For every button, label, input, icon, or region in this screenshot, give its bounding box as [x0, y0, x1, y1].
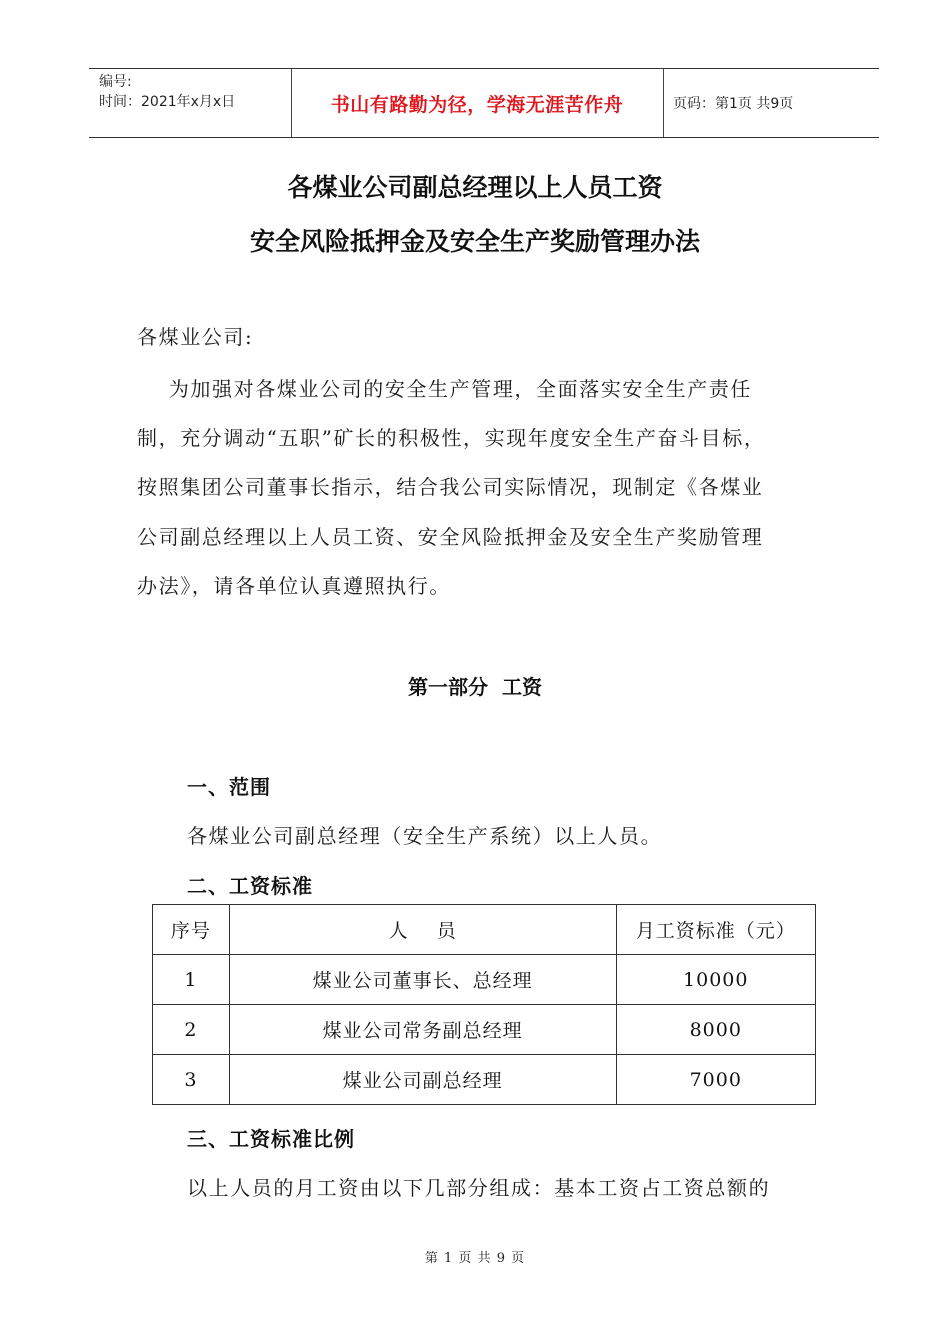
number-label: 编号:	[99, 74, 132, 90]
header-page-info: 页码：第1页 共9页	[673, 96, 794, 112]
table-row	[153, 955, 816, 1005]
table-row	[153, 1005, 816, 1055]
intro-line: 为加强对各煤业公司的安全生产管理，全面落实安全生产责任	[137, 377, 753, 401]
ratio-text: 以上人员的月工资由以下几部分组成：基本工资占工资总额的	[187, 1176, 771, 1200]
table-cell: 煤业公司副总经理	[229, 1055, 616, 1105]
part-heading: 第一部分 工资	[408, 675, 542, 699]
table-cell: 煤业公司常务副总经理	[229, 1005, 616, 1055]
scope-text: 各煤业公司副总经理（安全生产系统）以上人员。	[187, 824, 663, 848]
intro-line: 按照集团公司董事长指示，结合我公司实际情况，现制定《各煤业	[137, 475, 764, 499]
table-cell: 1	[153, 955, 230, 1005]
ratio-heading: 三、工资标准比例	[187, 1127, 355, 1151]
table-row	[153, 1055, 816, 1105]
document-title-line-1: 各煤业公司副总经理以上人员工资	[287, 173, 663, 202]
intro-line: 办法》，请各单位认真遵照执行。	[137, 574, 451, 598]
wage-standard-table	[152, 904, 816, 1105]
header-meta	[99, 72, 235, 112]
table-cell: 10000	[616, 955, 816, 1005]
table-cell: 7000	[616, 1055, 816, 1105]
table-cell: 2	[153, 1005, 230, 1055]
table-cell: 煤业公司董事长、总经理	[229, 955, 616, 1005]
time-label: 时间：2021年x月x日	[99, 94, 236, 110]
scope-heading: 一、范围	[187, 775, 271, 799]
page-header	[89, 68, 879, 138]
header-motto: 书山有路勤为径，学海无涯苦作舟	[330, 93, 624, 116]
wage-heading: 二、工资标准	[187, 874, 313, 898]
table-header-row	[153, 905, 816, 955]
header-divider	[663, 69, 664, 137]
page-footer: 第 1 页 共 9 页	[424, 1251, 526, 1266]
intro-line: 制，充分调动“五职”矿长的积极性，实现年度安全生产奋斗目标，	[137, 426, 766, 450]
table-header-cell: 月工资标准（元）	[616, 905, 816, 955]
table-header-cell: 序号	[153, 905, 230, 955]
intro-line: 公司副总经理以上人员工资、安全风险抵押金及安全生产奖励管理	[137, 525, 764, 549]
table-cell: 3	[153, 1055, 230, 1105]
salutation: 各煤业公司:	[137, 325, 254, 349]
document-title-line-2: 安全风险抵押金及安全生产奖励管理办法	[249, 227, 700, 256]
table-header-cell: 人 员	[229, 905, 616, 955]
table-cell: 8000	[616, 1005, 816, 1055]
